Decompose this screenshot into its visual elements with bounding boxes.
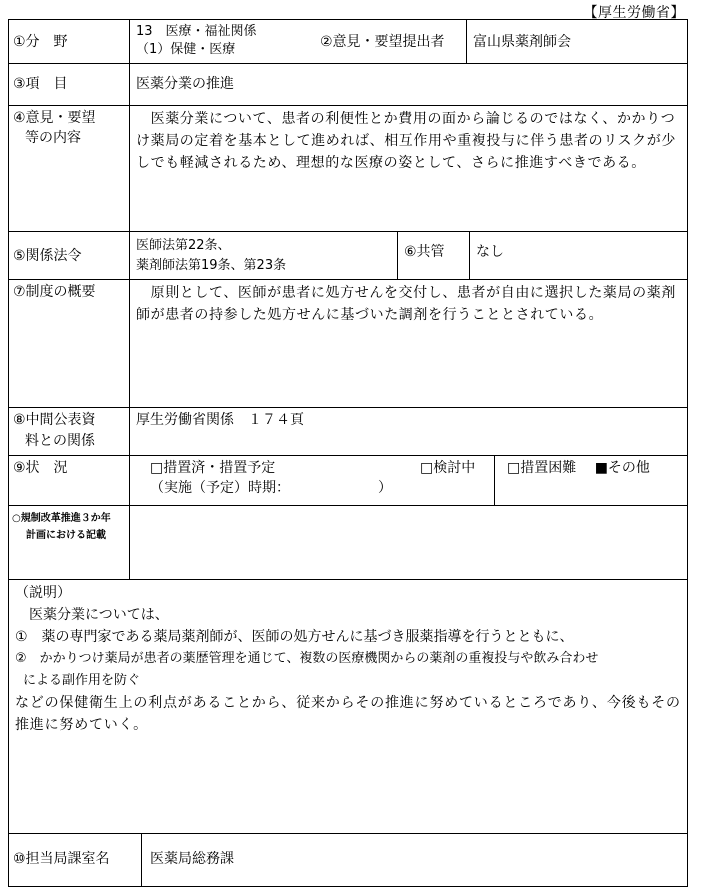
item-value: 医薬分業の推進 xyxy=(129,64,687,105)
plan-value xyxy=(129,506,687,579)
explanation-conclusion: などの保健衛生上の利点があることから、従来からその推進に努めているところであり、今後もその推進に努めていく。 xyxy=(15,695,681,733)
field-label: ①分 野 xyxy=(13,34,68,50)
ministry-label: 【厚生労働省】 xyxy=(583,5,685,21)
explanation xyxy=(9,580,687,834)
row-interim xyxy=(9,408,687,456)
request-content: 医薬分業について、患者の利便性とか費用の面から論じるのではなく、かかりつけ薬局の定着を基本として進めれば、相互作用や重複投与に伴う患者のリスクが少しでも軽減されるため、理想的な医療の姿として、さらに推進すべきである。 xyxy=(129,106,687,231)
status-option-other: ■その他 xyxy=(594,460,650,476)
system-content: 原則として、医師が患者に処方せんを交付し、患者が自由に選択した薬局の薬剤師が患者の持参した処方せんに基づいた調剤を行うこととされている。 xyxy=(129,280,687,407)
joint-value: なし xyxy=(469,232,687,279)
interim-label-line2: 料との関係 xyxy=(25,433,95,449)
request-label xyxy=(9,106,129,231)
row-item xyxy=(9,64,687,106)
laws-line1: 医師法第22条、 xyxy=(136,238,231,253)
submitter-value: 富山県薬剤師会 xyxy=(466,20,687,63)
explanation-point2b: による副作用を防ぐ xyxy=(23,673,141,688)
plan-label-line1: ○規制改革推進３か年 xyxy=(12,513,111,524)
request-label-line2: 等の内容 xyxy=(25,130,81,146)
row-plan xyxy=(9,506,687,580)
row-laws xyxy=(9,232,687,280)
item-label: ③項 目 xyxy=(13,76,68,92)
status-option-implemented: □措置済・措置予定 xyxy=(150,460,276,476)
field-value-line2: （1）保健・医療 xyxy=(136,42,236,57)
field-value-line1: 13 医療・福祉関係 xyxy=(136,24,257,39)
laws-label: ⑤関係法令 xyxy=(13,248,82,264)
status-right xyxy=(494,456,687,505)
row-office xyxy=(9,834,687,886)
status-left xyxy=(129,456,494,505)
submitter-label: ②意見・要望提出者 xyxy=(320,34,445,50)
interim-value: 厚生労働省関係 １７４頁 xyxy=(129,408,687,455)
interim-label-line1: ⑧中間公表資 xyxy=(13,412,96,428)
row-status xyxy=(9,456,687,506)
status-option-difficult: □措置困難 xyxy=(507,460,577,476)
office-label: ⑩担当局課室名 xyxy=(13,851,110,867)
joint-label: ⑥共管 xyxy=(397,232,469,279)
explanation-point2a: ② かかりつけ薬局が患者の薬歴管理を通じて、複数の医療機関からの薬剤の重複投与や飲み合わせ xyxy=(15,651,599,666)
request-form-table xyxy=(8,19,688,887)
status-label: ⑨状 況 xyxy=(13,460,68,476)
explanation-heading: （説明） xyxy=(15,585,71,601)
row-request xyxy=(9,106,687,232)
row-system xyxy=(9,280,687,408)
office-value: 医薬局総務課 xyxy=(141,834,687,886)
field-value xyxy=(129,20,314,63)
request-label-line1: ④意見・要望 xyxy=(13,110,96,126)
plan-label-line2: 計画における記載 xyxy=(26,530,106,541)
status-schedule: （実施（予定）時期： xyxy=(150,480,290,496)
laws-line2: 薬剤師法第19条、第23条 xyxy=(136,258,287,273)
plan-label xyxy=(9,506,129,579)
system-label: ⑦制度の概要 xyxy=(13,284,96,300)
status-option-under-review: □検討中 xyxy=(420,460,476,476)
interim-label xyxy=(9,408,129,455)
explanation-intro: 医薬分業については、 xyxy=(15,607,169,623)
laws-value xyxy=(129,232,397,279)
explanation-point1: ① 薬の専門家である薬局薬剤師が、医師の処方せんに基づき服薬指導を行うとともに、 xyxy=(15,629,574,645)
status-schedule-close: ） xyxy=(378,480,392,496)
row-field xyxy=(9,20,687,64)
